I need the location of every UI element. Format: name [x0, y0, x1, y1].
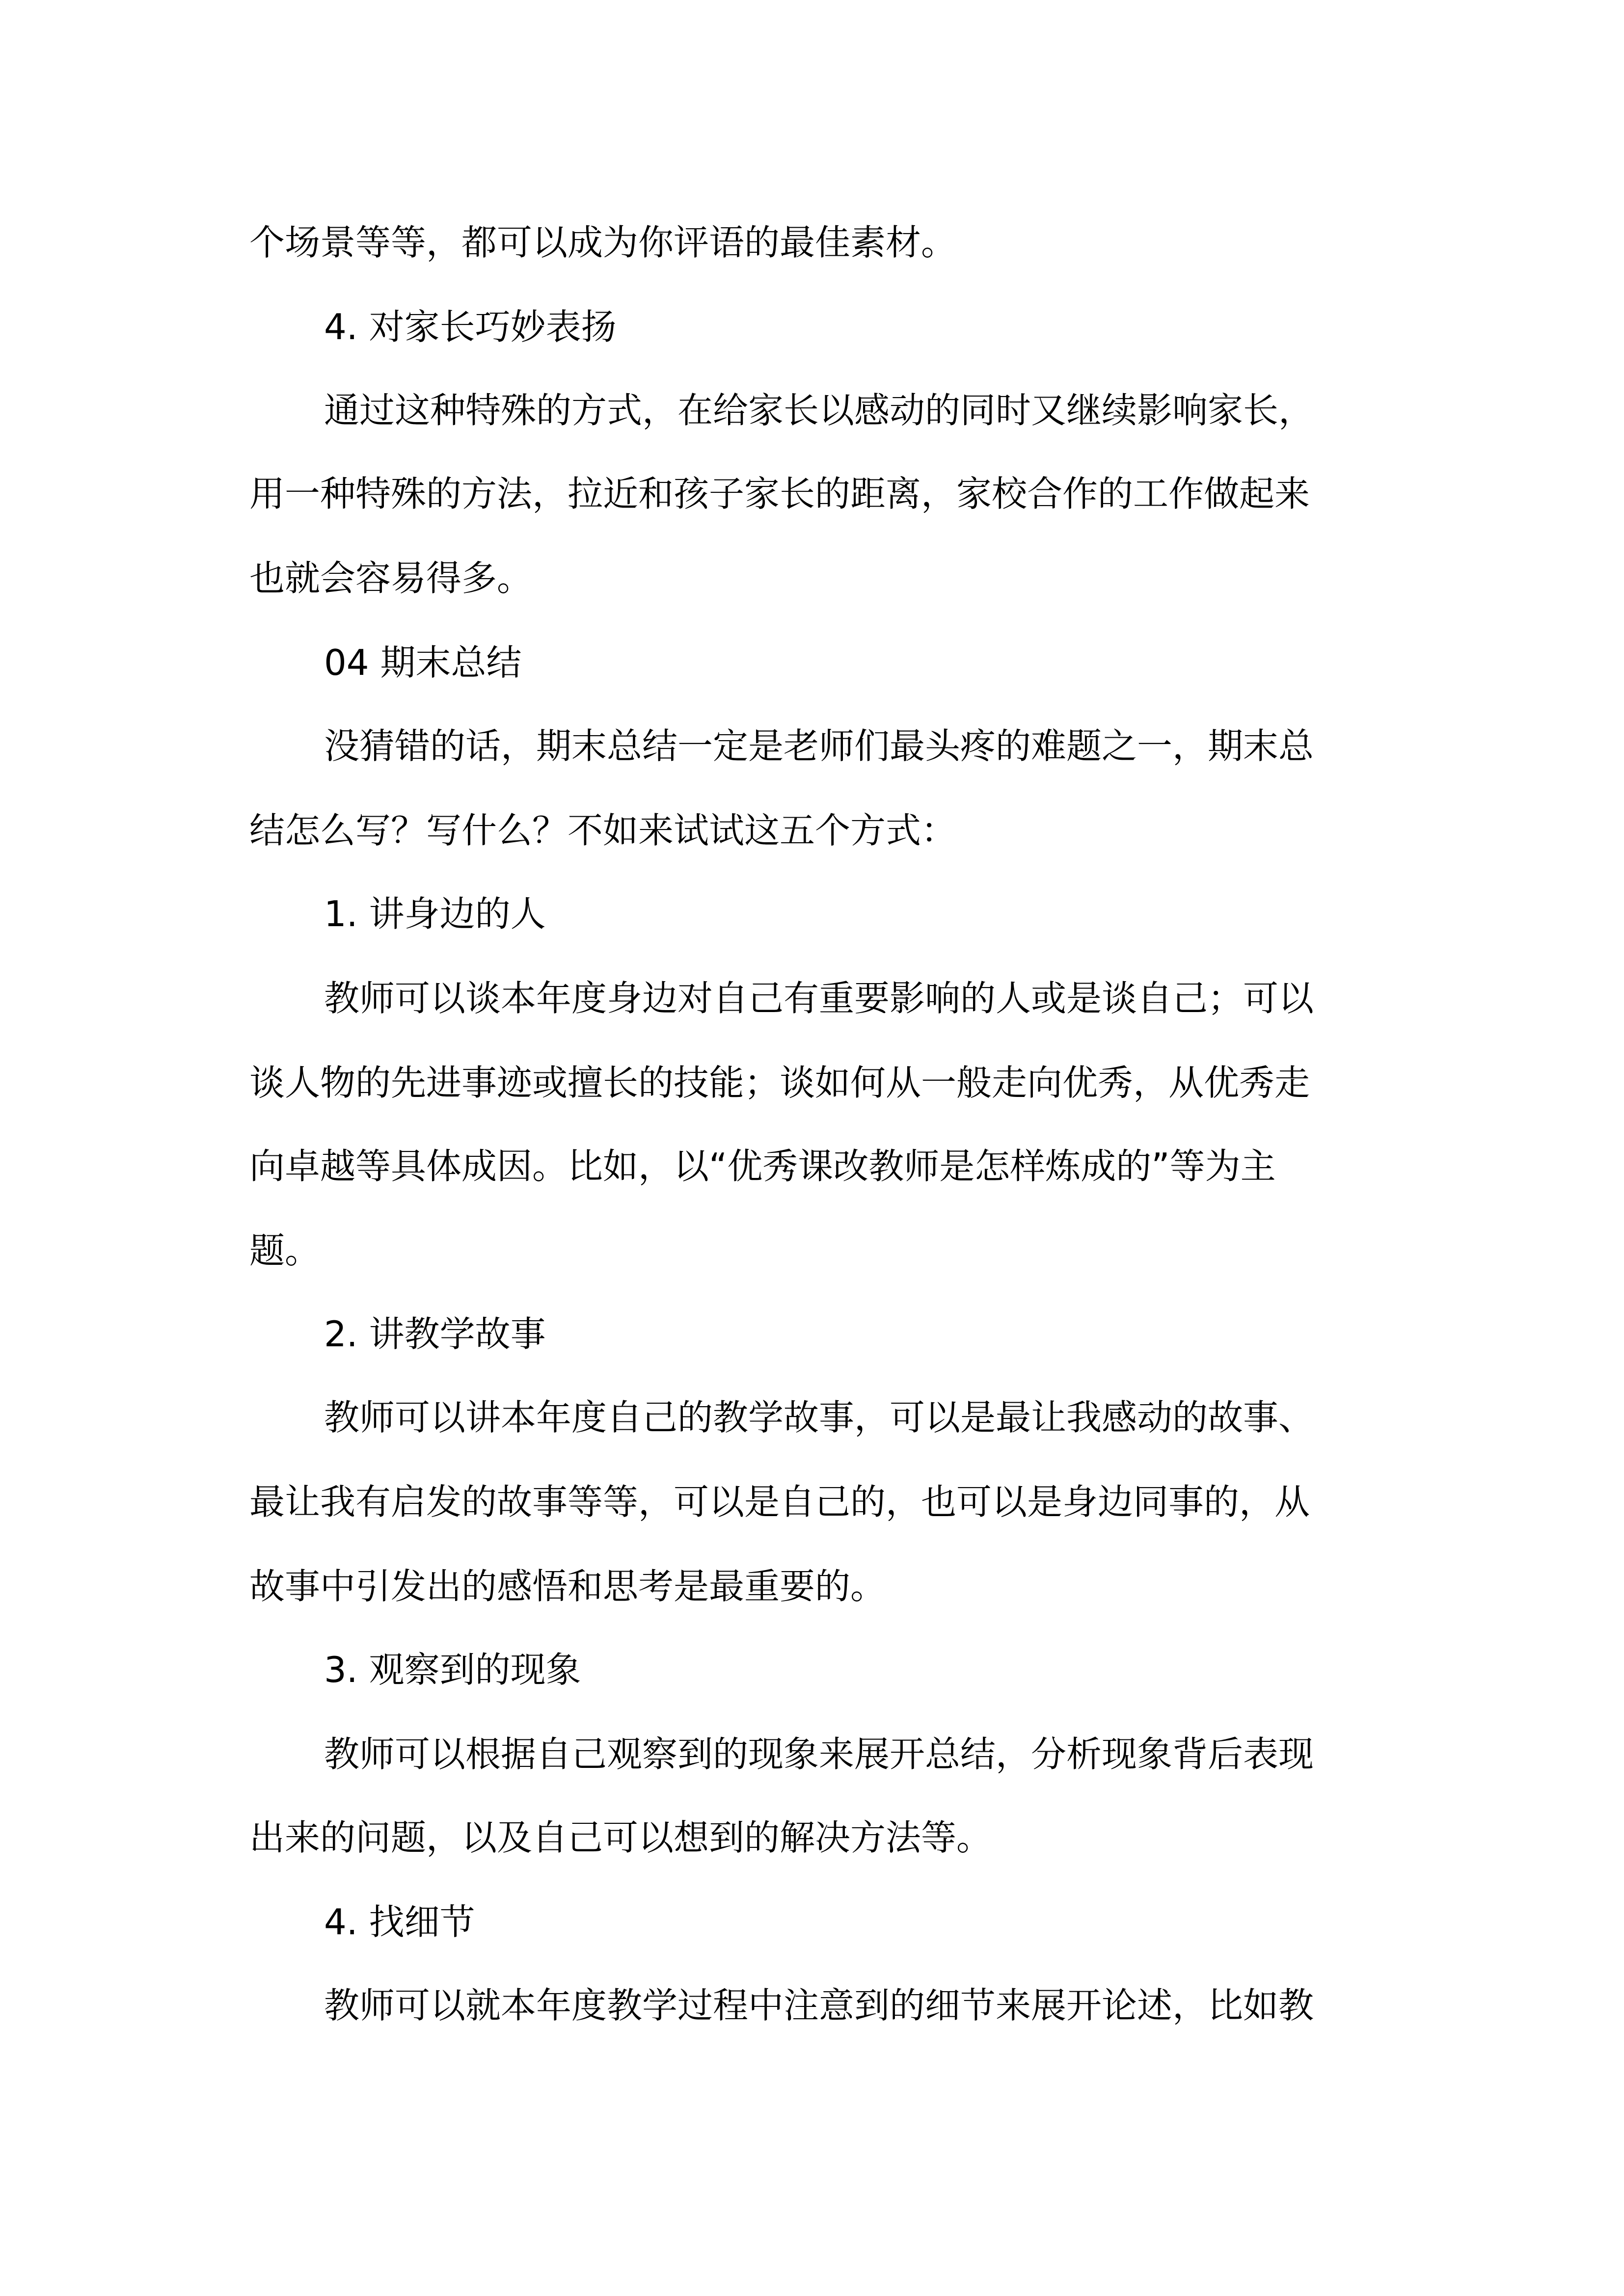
paragraph-line: 教师可以讲本年度自己的教学故事，可以是最让我感动的故事、 — [324, 1397, 1314, 1438]
paragraph-line: 用一种特殊的方法，拉近和孩子家长的距离，家校合作的工作做起来 — [249, 473, 1310, 514]
paragraph-line: 教师可以就本年度教学过程中注意到的细节来展开论述，比如教 — [324, 1985, 1314, 2026]
section-heading: 3. 观察到的现象 — [324, 1649, 581, 1690]
section-heading: 04 期末总结 — [324, 642, 522, 683]
paragraph-line: 通过这种特殊的方式，在给家长以感动的同时又继续影响家长， — [324, 390, 1314, 431]
paragraph-line: 也就会容易得多。 — [249, 558, 533, 599]
paragraph-line: 教师可以根据自己观察到的现象来展开总结，分析现象背后表现 — [324, 1734, 1314, 1775]
paragraph-line: 向卓越等具体成因。比如，以“优秀课改教师是怎样炼成的”等为主 — [249, 1146, 1276, 1187]
paragraph-line: 故事中引发出的感悟和思考是最重要的。 — [249, 1566, 886, 1607]
paragraph-line: 结怎么写？写什么？不如来试试这五个方式： — [249, 810, 957, 851]
paragraph-line: 个场景等等，都可以成为你评语的最佳素材。 — [249, 222, 957, 263]
paragraph-line: 没猜错的话，期末总结一定是老师们最头疼的难题之一，期末总 — [324, 725, 1314, 767]
section-heading: 1. 讲身边的人 — [324, 893, 546, 934]
section-heading: 4. 对家长巧妙表扬 — [324, 306, 617, 347]
paragraph-line: 最让我有启发的故事等等，可以是自己的，也可以是身边同事的，从 — [249, 1481, 1310, 1522]
paragraph-line: 出来的问题，以及自己可以想到的解决方法等。 — [249, 1817, 992, 1858]
paragraph-line: 题。 — [249, 1230, 321, 1271]
section-heading: 4. 找细节 — [324, 1901, 475, 1943]
paragraph-line: 教师可以谈本年度身边对自己有重要影响的人或是谈自己；可以 — [324, 978, 1314, 1019]
paragraph-line: 谈人物的先进事迹或擅长的技能；谈如何从一般走向优秀，从优秀走 — [249, 1062, 1310, 1103]
section-heading: 2. 讲教学故事 — [324, 1313, 546, 1355]
